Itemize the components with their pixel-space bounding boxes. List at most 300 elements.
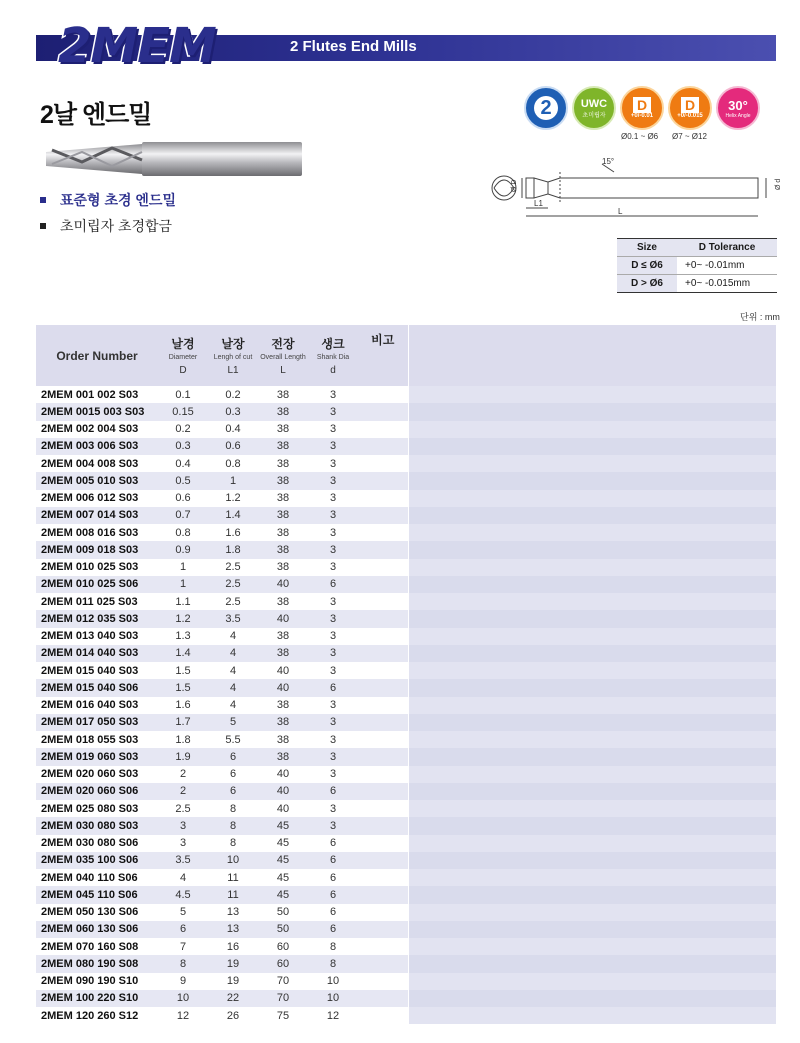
- table-row: [36, 886, 776, 903]
- value-cell: 4: [229, 647, 237, 660]
- remarks-cell: [358, 541, 408, 558]
- value-cell: 4: [229, 699, 237, 712]
- remarks-cell: [358, 697, 408, 714]
- order-number-cell: 2MEM 014 040 S03: [41, 647, 139, 660]
- value-cell: 6: [329, 871, 337, 884]
- svg-text:15°: 15°: [602, 157, 615, 166]
- remarks-cell: [358, 524, 408, 541]
- remarks-cell: [358, 766, 408, 783]
- value-cell: 4: [179, 871, 187, 884]
- value-cell: 6: [329, 888, 337, 901]
- value-cell: 6: [179, 923, 187, 936]
- value-cell: 38: [276, 405, 290, 418]
- value-cell: 3.5: [225, 612, 241, 625]
- blank-cell: [408, 628, 776, 645]
- value-cell: 8: [229, 819, 237, 832]
- value-cell: 38: [276, 716, 290, 729]
- value-cell: 6: [329, 578, 337, 591]
- value-cell: 0.2: [175, 423, 191, 436]
- value-cell: 3: [329, 388, 337, 401]
- table-row: [36, 438, 776, 455]
- tolerance-header-size: Size: [617, 239, 677, 257]
- table-row: [36, 403, 776, 420]
- table-row: [36, 921, 776, 938]
- value-cell: 6: [229, 785, 237, 798]
- table-row: [36, 869, 776, 886]
- value-cell: 38: [276, 440, 290, 453]
- blank-cell: [408, 610, 776, 627]
- order-number-cell: 2MEM 040 110 S06: [41, 871, 138, 884]
- order-number-cell: 2MEM 005 010 S03: [41, 474, 139, 487]
- table-row: [36, 697, 776, 714]
- value-cell: 0.15: [172, 405, 194, 418]
- blank-cell: [408, 869, 776, 886]
- value-cell: 38: [276, 699, 290, 712]
- value-cell: 10: [226, 854, 240, 867]
- col-overall-length: 전장 Overall Length L: [260, 337, 306, 376]
- value-cell: 3: [329, 423, 337, 436]
- tolerance-range-label: Ø0.1 ~ Ø6: [621, 132, 659, 141]
- value-cell: 38: [276, 526, 290, 539]
- svg-text:L: L: [618, 207, 623, 216]
- table-row: [36, 800, 776, 817]
- order-number-cell: 2MEM 019 060 S03: [41, 750, 139, 763]
- value-cell: 6: [229, 750, 237, 763]
- table-row: [36, 662, 776, 679]
- table-row: [36, 973, 776, 990]
- order-number-cell: 2MEM 007 014 S03: [41, 509, 139, 522]
- value-cell: 1: [179, 561, 187, 574]
- table-row: [36, 455, 776, 472]
- order-number-cell: 2MEM 002 004 S03: [41, 423, 139, 436]
- remarks-cell: [358, 403, 408, 420]
- value-cell: 38: [276, 543, 290, 556]
- blank-cell: [408, 559, 776, 576]
- value-cell: 0.8: [175, 526, 191, 539]
- page-title: 2날 엔드밀: [40, 101, 152, 129]
- blank-cell: [408, 645, 776, 662]
- order-number-cell: 2MEM 009 018 S03: [41, 543, 139, 556]
- value-cell: 4: [229, 630, 237, 643]
- value-cell: 1: [179, 578, 187, 591]
- order-number-cell: 2MEM 001 002 S03: [41, 388, 139, 401]
- order-number-cell: 2MEM 017 050 S03: [41, 716, 139, 729]
- blank-cell: [408, 593, 776, 610]
- end-mill-photo: [42, 138, 304, 180]
- feature-item: 초미립자 초경합금: [40, 216, 176, 236]
- value-cell: 38: [276, 595, 290, 608]
- blank-cell: [408, 662, 776, 679]
- value-cell: 3: [329, 664, 337, 677]
- table-row: [36, 593, 776, 610]
- value-cell: 10: [326, 975, 340, 988]
- value-cell: 0.3: [225, 405, 241, 418]
- col-shank-dia: 생크 Shank Dia d: [316, 337, 350, 376]
- value-cell: 3: [329, 647, 337, 660]
- remarks-cell: [358, 421, 408, 438]
- value-cell: 1.6: [175, 699, 191, 712]
- blank-cell: [408, 817, 776, 834]
- order-number-cell: 2MEM 060 130 S06: [41, 923, 139, 936]
- spec-table: [36, 325, 776, 1024]
- value-cell: 45: [276, 854, 290, 867]
- blank-cell: [408, 783, 776, 800]
- value-cell: 6: [329, 785, 337, 798]
- value-cell: 45: [276, 819, 290, 832]
- value-cell: 75: [276, 1009, 290, 1022]
- remarks-cell: [358, 835, 408, 852]
- svg-text:Ø d: Ø d: [775, 178, 782, 190]
- value-cell: 7: [179, 940, 187, 953]
- value-cell: 6: [229, 768, 237, 781]
- value-cell: 38: [276, 750, 290, 763]
- order-number-cell: 2MEM 013 040 S03: [41, 630, 139, 643]
- value-cell: 38: [276, 733, 290, 746]
- table-row: [36, 541, 776, 558]
- order-number-cell: 2MEM 035 100 S06: [41, 854, 139, 867]
- order-number-cell: 2MEM 010 025 S03: [41, 561, 139, 574]
- remarks-cell: [358, 645, 408, 662]
- value-cell: 0.6: [175, 492, 191, 505]
- blank-cell: [408, 714, 776, 731]
- value-cell: 8: [179, 957, 187, 970]
- value-cell: 50: [276, 923, 290, 936]
- tolerance-row: D > Ø6 +0~ -0.015mm: [617, 275, 777, 293]
- table-row: [36, 990, 776, 1007]
- order-number-cell: 2MEM 010 025 S06: [41, 578, 139, 591]
- value-cell: 1.2: [175, 612, 191, 625]
- value-cell: 0.6: [225, 440, 241, 453]
- table-row: [36, 679, 776, 696]
- order-number-cell: 2MEM 020 060 S03: [41, 768, 139, 781]
- value-cell: 60: [276, 957, 290, 970]
- value-cell: 38: [276, 474, 290, 487]
- blank-cell: [408, 421, 776, 438]
- order-number-cell: 2MEM 030 080 S03: [41, 819, 139, 832]
- table-row: [36, 835, 776, 852]
- value-cell: 26: [226, 1009, 240, 1022]
- blank-cell: [408, 938, 776, 955]
- spec-table-body: [36, 386, 776, 1024]
- svg-text:Ø D: Ø D: [511, 179, 518, 192]
- remarks-cell: [358, 869, 408, 886]
- remarks-cell: [358, 852, 408, 869]
- value-cell: 40: [276, 802, 290, 815]
- remarks-cell: [358, 714, 408, 731]
- remarks-cell: [358, 886, 408, 903]
- blank-cell: [408, 886, 776, 903]
- blank-cell: [408, 472, 776, 489]
- value-cell: 1.8: [225, 543, 241, 556]
- blank-cell: [408, 955, 776, 972]
- remarks-cell: [358, 472, 408, 489]
- col-order-number: Order Number: [56, 348, 138, 363]
- value-cell: 3: [329, 699, 337, 712]
- dimension-diagram: [490, 150, 780, 222]
- order-number-cell: 2MEM 045 110 S06: [41, 888, 138, 901]
- value-cell: 70: [276, 992, 290, 1005]
- blank-cell: [408, 731, 776, 748]
- table-row: [36, 731, 776, 748]
- order-number-cell: 2MEM 011 025 S03: [41, 595, 138, 608]
- table-row: [36, 490, 776, 507]
- blank-cell: [408, 403, 776, 420]
- blank-cell: [408, 904, 776, 921]
- remarks-cell: [358, 1007, 408, 1024]
- col-blank: [408, 325, 776, 386]
- blank-cell: [408, 507, 776, 524]
- table-row: [36, 748, 776, 765]
- value-cell: 8: [229, 837, 237, 850]
- order-number-cell: 2MEM 120 260 S12: [41, 1009, 139, 1022]
- value-cell: 6: [329, 837, 337, 850]
- remarks-cell: [358, 904, 408, 921]
- remarks-cell: [358, 731, 408, 748]
- value-cell: 6: [329, 923, 337, 936]
- value-cell: 38: [276, 423, 290, 436]
- blank-cell: [408, 800, 776, 817]
- blank-cell: [408, 490, 776, 507]
- blank-cell: [408, 455, 776, 472]
- tolerance-table: [617, 238, 777, 293]
- blank-cell: [408, 921, 776, 938]
- value-cell: 0.3: [175, 440, 191, 453]
- value-cell: 4.5: [175, 888, 191, 901]
- value-cell: 3: [329, 561, 337, 574]
- remarks-cell: [358, 576, 408, 593]
- value-cell: 1.2: [225, 492, 241, 505]
- svg-text:L1: L1: [534, 199, 543, 208]
- value-cell: 40: [276, 578, 290, 591]
- value-cell: 40: [276, 768, 290, 781]
- value-cell: 5: [229, 716, 237, 729]
- value-cell: 2.5: [225, 578, 241, 591]
- order-number-cell: 2MEM 100 220 S10: [41, 992, 139, 1005]
- blank-cell: [408, 524, 776, 541]
- value-cell: 3: [329, 750, 337, 763]
- value-cell: 13: [226, 906, 240, 919]
- value-cell: 9: [179, 975, 187, 988]
- value-cell: 38: [276, 388, 290, 401]
- value-cell: 0.9: [175, 543, 191, 556]
- value-cell: 3: [329, 768, 337, 781]
- value-cell: 0.1: [175, 388, 191, 401]
- table-row: [36, 386, 776, 403]
- value-cell: 19: [226, 975, 240, 988]
- value-cell: 1.4: [175, 647, 191, 660]
- order-number-cell: 2MEM 080 190 S08: [41, 957, 139, 970]
- remarks-cell: [358, 490, 408, 507]
- blank-cell: [408, 748, 776, 765]
- remarks-cell: [358, 628, 408, 645]
- value-cell: 3: [329, 405, 337, 418]
- spec-table-header: [36, 325, 776, 386]
- remarks-cell: [358, 800, 408, 817]
- value-cell: 3: [329, 526, 337, 539]
- tolerance-row: D ≤ Ø6 +0~ -0.01mm: [617, 257, 777, 275]
- order-number-cell: 2MEM 015 040 S03: [41, 664, 139, 677]
- value-cell: 3: [329, 819, 337, 832]
- value-cell: 3: [179, 837, 187, 850]
- value-cell: 10: [176, 992, 190, 1005]
- blank-cell: [408, 679, 776, 696]
- remarks-cell: [358, 438, 408, 455]
- order-number-cell: 2MEM 006 012 S03: [41, 492, 139, 505]
- value-cell: 1.1: [175, 595, 191, 608]
- feature-list: [40, 190, 176, 242]
- unit-label: 단위 : mm: [740, 312, 780, 322]
- col-diameter: 날경 Diameter D: [168, 337, 198, 376]
- order-number-cell: 2MEM 004 008 S03: [41, 457, 139, 470]
- table-row: [36, 817, 776, 834]
- blank-cell: [408, 697, 776, 714]
- value-cell: 2: [179, 768, 187, 781]
- remarks-cell: [358, 610, 408, 627]
- remarks-cell: [358, 593, 408, 610]
- value-cell: 2.5: [175, 802, 191, 815]
- table-row: [36, 714, 776, 731]
- remarks-cell: [358, 559, 408, 576]
- table-row: [36, 610, 776, 627]
- order-number-cell: 2MEM 012 035 S03: [41, 612, 139, 625]
- table-row: [36, 421, 776, 438]
- table-row: [36, 524, 776, 541]
- value-cell: 19: [226, 957, 240, 970]
- value-cell: 3: [329, 457, 337, 470]
- order-number-cell: 2MEM 008 016 S03: [41, 526, 139, 539]
- blank-cell: [408, 990, 776, 1007]
- blank-cell: [408, 541, 776, 558]
- order-number-cell: 2MEM 018 055 S03: [41, 733, 139, 746]
- table-row: [36, 783, 776, 800]
- value-cell: 8: [329, 957, 337, 970]
- value-cell: 1.9: [175, 750, 191, 763]
- value-cell: 4: [229, 664, 237, 677]
- table-row: [36, 852, 776, 869]
- value-cell: 0.2: [225, 388, 241, 401]
- value-cell: 45: [276, 871, 290, 884]
- blank-cell: [408, 386, 776, 403]
- table-row: [36, 472, 776, 489]
- remarks-cell: [358, 662, 408, 679]
- value-cell: 50: [276, 906, 290, 919]
- value-cell: 3: [179, 819, 187, 832]
- remarks-cell: [358, 955, 408, 972]
- value-cell: 2.5: [225, 561, 241, 574]
- value-cell: 22: [226, 992, 240, 1005]
- value-cell: 1.3: [175, 630, 191, 643]
- order-number-cell: 2MEM 0015 003 S03: [41, 405, 145, 418]
- value-cell: 3: [329, 474, 337, 487]
- remarks-cell: [358, 783, 408, 800]
- value-cell: 13: [226, 923, 240, 936]
- table-row: [36, 1007, 776, 1024]
- order-number-cell: 2MEM 015 040 S06: [41, 681, 139, 694]
- value-cell: 38: [276, 561, 290, 574]
- value-cell: 38: [276, 647, 290, 660]
- value-cell: 38: [276, 457, 290, 470]
- col-remarks: 비고: [371, 333, 395, 347]
- table-row: [36, 955, 776, 972]
- remarks-cell: [358, 921, 408, 938]
- value-cell: 1.5: [175, 664, 191, 677]
- value-cell: 0.4: [225, 423, 241, 436]
- value-cell: 1.6: [225, 526, 241, 539]
- value-cell: 40: [276, 612, 290, 625]
- value-cell: 2.5: [225, 595, 241, 608]
- blank-cell: [408, 1007, 776, 1024]
- value-cell: 3: [329, 595, 337, 608]
- bullet-square-icon: [40, 197, 46, 203]
- order-number-cell: 2MEM 030 080 S06: [41, 837, 139, 850]
- page-subtitle: 2 Flutes End Mills: [290, 38, 417, 55]
- value-cell: 38: [276, 509, 290, 522]
- remarks-cell: [358, 973, 408, 990]
- value-cell: 2: [179, 785, 187, 798]
- uwc-badge-icon: UWC 초미립자: [572, 86, 616, 130]
- order-number-cell: 2MEM 050 130 S06: [41, 906, 139, 919]
- value-cell: 3: [329, 733, 337, 746]
- value-cell: 1.5: [175, 681, 191, 694]
- value-cell: 1.8: [175, 733, 191, 746]
- value-cell: 60: [276, 940, 290, 953]
- value-cell: 1: [229, 474, 237, 487]
- blank-cell: [408, 835, 776, 852]
- table-row: [36, 507, 776, 524]
- value-cell: 5: [179, 906, 187, 919]
- tolerance-header-tol: D Tolerance: [677, 239, 777, 257]
- tolerance-range-label: Ø7 ~ Ø12: [672, 132, 707, 141]
- value-cell: 40: [276, 664, 290, 677]
- value-cell: 12: [326, 1009, 340, 1022]
- value-cell: 6: [329, 906, 337, 919]
- order-number-cell: 2MEM 020 060 S06: [41, 785, 139, 798]
- remarks-cell: [358, 679, 408, 696]
- blank-cell: [408, 973, 776, 990]
- value-cell: 3: [329, 612, 337, 625]
- table-row: [36, 576, 776, 593]
- value-cell: 3.5: [175, 854, 191, 867]
- order-number-cell: 2MEM 016 040 S03: [41, 699, 139, 712]
- table-row: [36, 766, 776, 783]
- col-length-of-cut: 날장 Lengh of cut L1: [213, 337, 253, 376]
- value-cell: 70: [276, 975, 290, 988]
- remarks-cell: [358, 507, 408, 524]
- order-number-cell: 2MEM 070 160 S08: [41, 940, 139, 953]
- table-row: [36, 645, 776, 662]
- remarks-cell: [358, 817, 408, 834]
- table-row: [36, 938, 776, 955]
- value-cell: 8: [329, 940, 337, 953]
- value-cell: 45: [276, 888, 290, 901]
- value-cell: 40: [276, 785, 290, 798]
- value-cell: 16: [226, 940, 240, 953]
- remarks-cell: [358, 455, 408, 472]
- value-cell: 0.8: [225, 457, 241, 470]
- brand-logo: 2MEM: [58, 18, 216, 74]
- value-cell: 5.5: [225, 733, 241, 746]
- value-cell: 10: [326, 992, 340, 1005]
- value-cell: 3: [329, 440, 337, 453]
- value-cell: 38: [276, 492, 290, 505]
- bullet-square-icon: [40, 223, 46, 229]
- order-number-cell: 2MEM 003 006 S03: [41, 440, 139, 453]
- value-cell: 3: [329, 543, 337, 556]
- table-row: [36, 559, 776, 576]
- blank-cell: [408, 852, 776, 869]
- value-cell: 3: [329, 630, 337, 643]
- tolerance-badge-icon: D +0/-0.015: [668, 86, 712, 130]
